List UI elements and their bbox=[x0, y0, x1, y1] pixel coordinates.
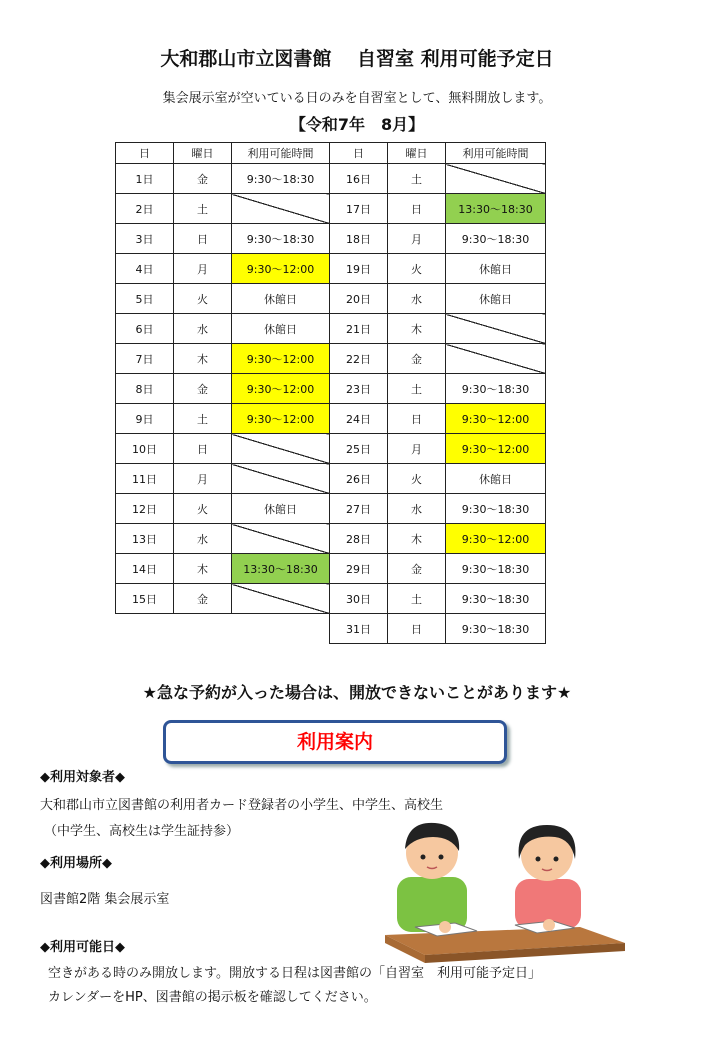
cell-day: 27日 bbox=[330, 494, 388, 524]
header-day: 日 bbox=[330, 143, 388, 164]
calendar-row bbox=[116, 464, 330, 494]
cell-dow: 月 bbox=[174, 464, 232, 494]
cell-day: 3日 bbox=[116, 224, 174, 254]
notice-text: ★急な予約が入った場合は、開放できないことがあります★ bbox=[142, 683, 572, 702]
target-text: 大和郡山市立図書館の利用者カード登録者の小学生、中学生、高校生 bbox=[40, 798, 444, 813]
cell-dow: 木 bbox=[388, 314, 446, 344]
calendar-row bbox=[330, 464, 546, 494]
cell-time: 9:30～12:00 bbox=[446, 524, 546, 554]
cell-time: 9:30～12:00 bbox=[446, 434, 546, 464]
calendar-row bbox=[330, 374, 546, 404]
calendar-row bbox=[330, 584, 546, 614]
cell-day: 10日 bbox=[116, 434, 174, 464]
header-time: 利用可能時間 bbox=[232, 143, 330, 164]
cell-dow: 火 bbox=[388, 464, 446, 494]
calendar-row bbox=[330, 224, 546, 254]
cell-dow: 日 bbox=[388, 404, 446, 434]
cell-time: 休館日 bbox=[232, 314, 330, 344]
calendar-row bbox=[330, 494, 546, 524]
cell-unavailable bbox=[446, 314, 546, 344]
calendar-row bbox=[116, 404, 330, 434]
calendar-row bbox=[330, 554, 546, 584]
cell-day: 15日 bbox=[116, 584, 174, 614]
calendar-row bbox=[116, 524, 330, 554]
cell-time: 9:30～18:30 bbox=[446, 584, 546, 614]
cell-day: 9日 bbox=[116, 404, 174, 434]
calendar-table-right bbox=[329, 142, 546, 644]
cell-dow: 土 bbox=[388, 374, 446, 404]
calendar-row bbox=[116, 434, 330, 464]
place-title: ◆利用場所◆ bbox=[40, 856, 112, 871]
cell-dow: 火 bbox=[388, 254, 446, 284]
calendar-row bbox=[116, 494, 330, 524]
calendar-row bbox=[330, 164, 546, 194]
calendar-period: 【令和7年 8月】 bbox=[289, 115, 425, 134]
cell-day: 31日 bbox=[330, 614, 388, 644]
cell-day: 25日 bbox=[330, 434, 388, 464]
header-dow: 曜日 bbox=[388, 143, 446, 164]
calendar-row bbox=[330, 344, 546, 374]
cell-day: 16日 bbox=[330, 164, 388, 194]
cell-dow: 金 bbox=[174, 584, 232, 614]
cell-time: 9:30～18:30 bbox=[232, 224, 330, 254]
calendar-row bbox=[116, 374, 330, 404]
cell-dow: 金 bbox=[174, 374, 232, 404]
cell-dow: 日 bbox=[388, 194, 446, 224]
cell-dow: 日 bbox=[388, 614, 446, 644]
cell-time: 休館日 bbox=[232, 284, 330, 314]
cell-dow: 水 bbox=[388, 494, 446, 524]
cell-time: 9:30～18:30 bbox=[446, 554, 546, 584]
cell-day: 23日 bbox=[330, 374, 388, 404]
days-title: ◆利用可能日◆ bbox=[40, 940, 125, 955]
header-dow: 曜日 bbox=[174, 143, 232, 164]
cell-day: 30日 bbox=[330, 584, 388, 614]
calendar-row bbox=[330, 194, 546, 224]
cell-day: 29日 bbox=[330, 554, 388, 584]
calendar-row bbox=[116, 164, 330, 194]
cell-day: 21日 bbox=[330, 314, 388, 344]
cell-day: 18日 bbox=[330, 224, 388, 254]
cell-dow: 火 bbox=[174, 494, 232, 524]
calendar-row bbox=[330, 404, 546, 434]
cell-day: 7日 bbox=[116, 344, 174, 374]
cell-day: 2日 bbox=[116, 194, 174, 224]
cell-dow: 金 bbox=[388, 344, 446, 374]
cell-time: 9:30～12:00 bbox=[446, 404, 546, 434]
calendar-row bbox=[330, 614, 546, 644]
days-text-line1: 空きがある時のみ開放します。開放する日程は図書館の「自習室 利用可能予定日」 bbox=[48, 966, 541, 981]
cell-day: 24日 bbox=[330, 404, 388, 434]
cell-day: 12日 bbox=[116, 494, 174, 524]
cell-time: 休館日 bbox=[446, 254, 546, 284]
calendar-row bbox=[330, 314, 546, 344]
cell-time: 9:30～18:30 bbox=[446, 494, 546, 524]
cell-day: 22日 bbox=[330, 344, 388, 374]
cell-day: 1日 bbox=[116, 164, 174, 194]
header-day: 日 bbox=[116, 143, 174, 164]
cell-day: 14日 bbox=[116, 554, 174, 584]
calendar-row bbox=[116, 584, 330, 614]
cell-dow: 水 bbox=[174, 524, 232, 554]
calendar-row bbox=[330, 434, 546, 464]
page-subtitle: 集会展示室が空いている日のみを自習室として、無料開放します。 bbox=[162, 91, 552, 106]
target-title: ◆利用対象者◆ bbox=[40, 770, 125, 785]
days-text-line2: カレンダーをHP、図書館の掲示板を確認してください。 bbox=[48, 990, 377, 1005]
guide-heading: 利用案内 bbox=[296, 731, 373, 753]
cell-dow: 土 bbox=[174, 194, 232, 224]
cell-unavailable bbox=[232, 194, 330, 224]
cell-dow: 金 bbox=[388, 554, 446, 584]
cell-dow: 水 bbox=[388, 284, 446, 314]
cell-time: 9:30～18:30 bbox=[446, 374, 546, 404]
cell-dow: 日 bbox=[174, 434, 232, 464]
cell-time: 13:30～18:30 bbox=[446, 194, 546, 224]
cell-time: 9:30～18:30 bbox=[446, 614, 546, 644]
cell-dow: 土 bbox=[174, 404, 232, 434]
cell-unavailable bbox=[446, 164, 546, 194]
cell-unavailable bbox=[232, 524, 330, 554]
place-text: 図書館2階 集会展示室 bbox=[40, 892, 170, 907]
cell-dow: 月 bbox=[388, 434, 446, 464]
cell-day: 8日 bbox=[116, 374, 174, 404]
cell-time: 休館日 bbox=[446, 284, 546, 314]
calendar-row bbox=[116, 554, 330, 584]
calendar-row bbox=[330, 524, 546, 554]
cell-day: 11日 bbox=[116, 464, 174, 494]
cell-time: 9:30～12:00 bbox=[232, 404, 330, 434]
calendar-row bbox=[116, 254, 330, 284]
cell-unavailable bbox=[232, 464, 330, 494]
cell-unavailable bbox=[232, 584, 330, 614]
cell-time: 13:30～18:30 bbox=[232, 554, 330, 584]
cell-time: 休館日 bbox=[446, 464, 546, 494]
cell-day: 4日 bbox=[116, 254, 174, 284]
cell-dow: 日 bbox=[174, 224, 232, 254]
calendar-row bbox=[116, 224, 330, 254]
cell-dow: 土 bbox=[388, 164, 446, 194]
cell-time: 9:30～18:30 bbox=[232, 164, 330, 194]
cell-day: 5日 bbox=[116, 284, 174, 314]
cell-time: 9:30～12:00 bbox=[232, 254, 330, 284]
calendar-row bbox=[330, 284, 546, 314]
calendar-row bbox=[116, 344, 330, 374]
cell-day: 20日 bbox=[330, 284, 388, 314]
cell-dow: 金 bbox=[174, 164, 232, 194]
header-time: 利用可能時間 bbox=[446, 143, 546, 164]
cell-time: 9:30～12:00 bbox=[232, 344, 330, 374]
cell-day: 13日 bbox=[116, 524, 174, 554]
cell-time: 9:30～12:00 bbox=[232, 374, 330, 404]
cell-day: 17日 bbox=[330, 194, 388, 224]
calendar-row bbox=[116, 194, 330, 224]
cell-day: 26日 bbox=[330, 464, 388, 494]
cell-dow: 木 bbox=[174, 344, 232, 374]
cell-unavailable bbox=[232, 434, 330, 464]
cell-dow: 木 bbox=[388, 524, 446, 554]
cell-day: 6日 bbox=[116, 314, 174, 344]
calendar-row bbox=[330, 254, 546, 284]
calendar-row bbox=[116, 314, 330, 344]
target-note: （中学生、高校生は学生証持参） bbox=[44, 824, 240, 839]
cell-time: 休館日 bbox=[232, 494, 330, 524]
cell-dow: 木 bbox=[174, 554, 232, 584]
calendar-table-left bbox=[115, 142, 330, 614]
page-title: 大和郡山市立図書館 自習室 利用可能予定日 bbox=[160, 48, 554, 70]
cell-day: 28日 bbox=[330, 524, 388, 554]
cell-day: 19日 bbox=[330, 254, 388, 284]
cell-dow: 火 bbox=[174, 284, 232, 314]
cell-dow: 土 bbox=[388, 584, 446, 614]
cell-time: 9:30～18:30 bbox=[446, 224, 546, 254]
students-studying-illustration-icon bbox=[385, 815, 625, 965]
cell-dow: 月 bbox=[174, 254, 232, 284]
calendar-row bbox=[116, 284, 330, 314]
cell-unavailable bbox=[446, 344, 546, 374]
guide-heading-box bbox=[163, 720, 507, 764]
cell-dow: 月 bbox=[388, 224, 446, 254]
cell-dow: 水 bbox=[174, 314, 232, 344]
